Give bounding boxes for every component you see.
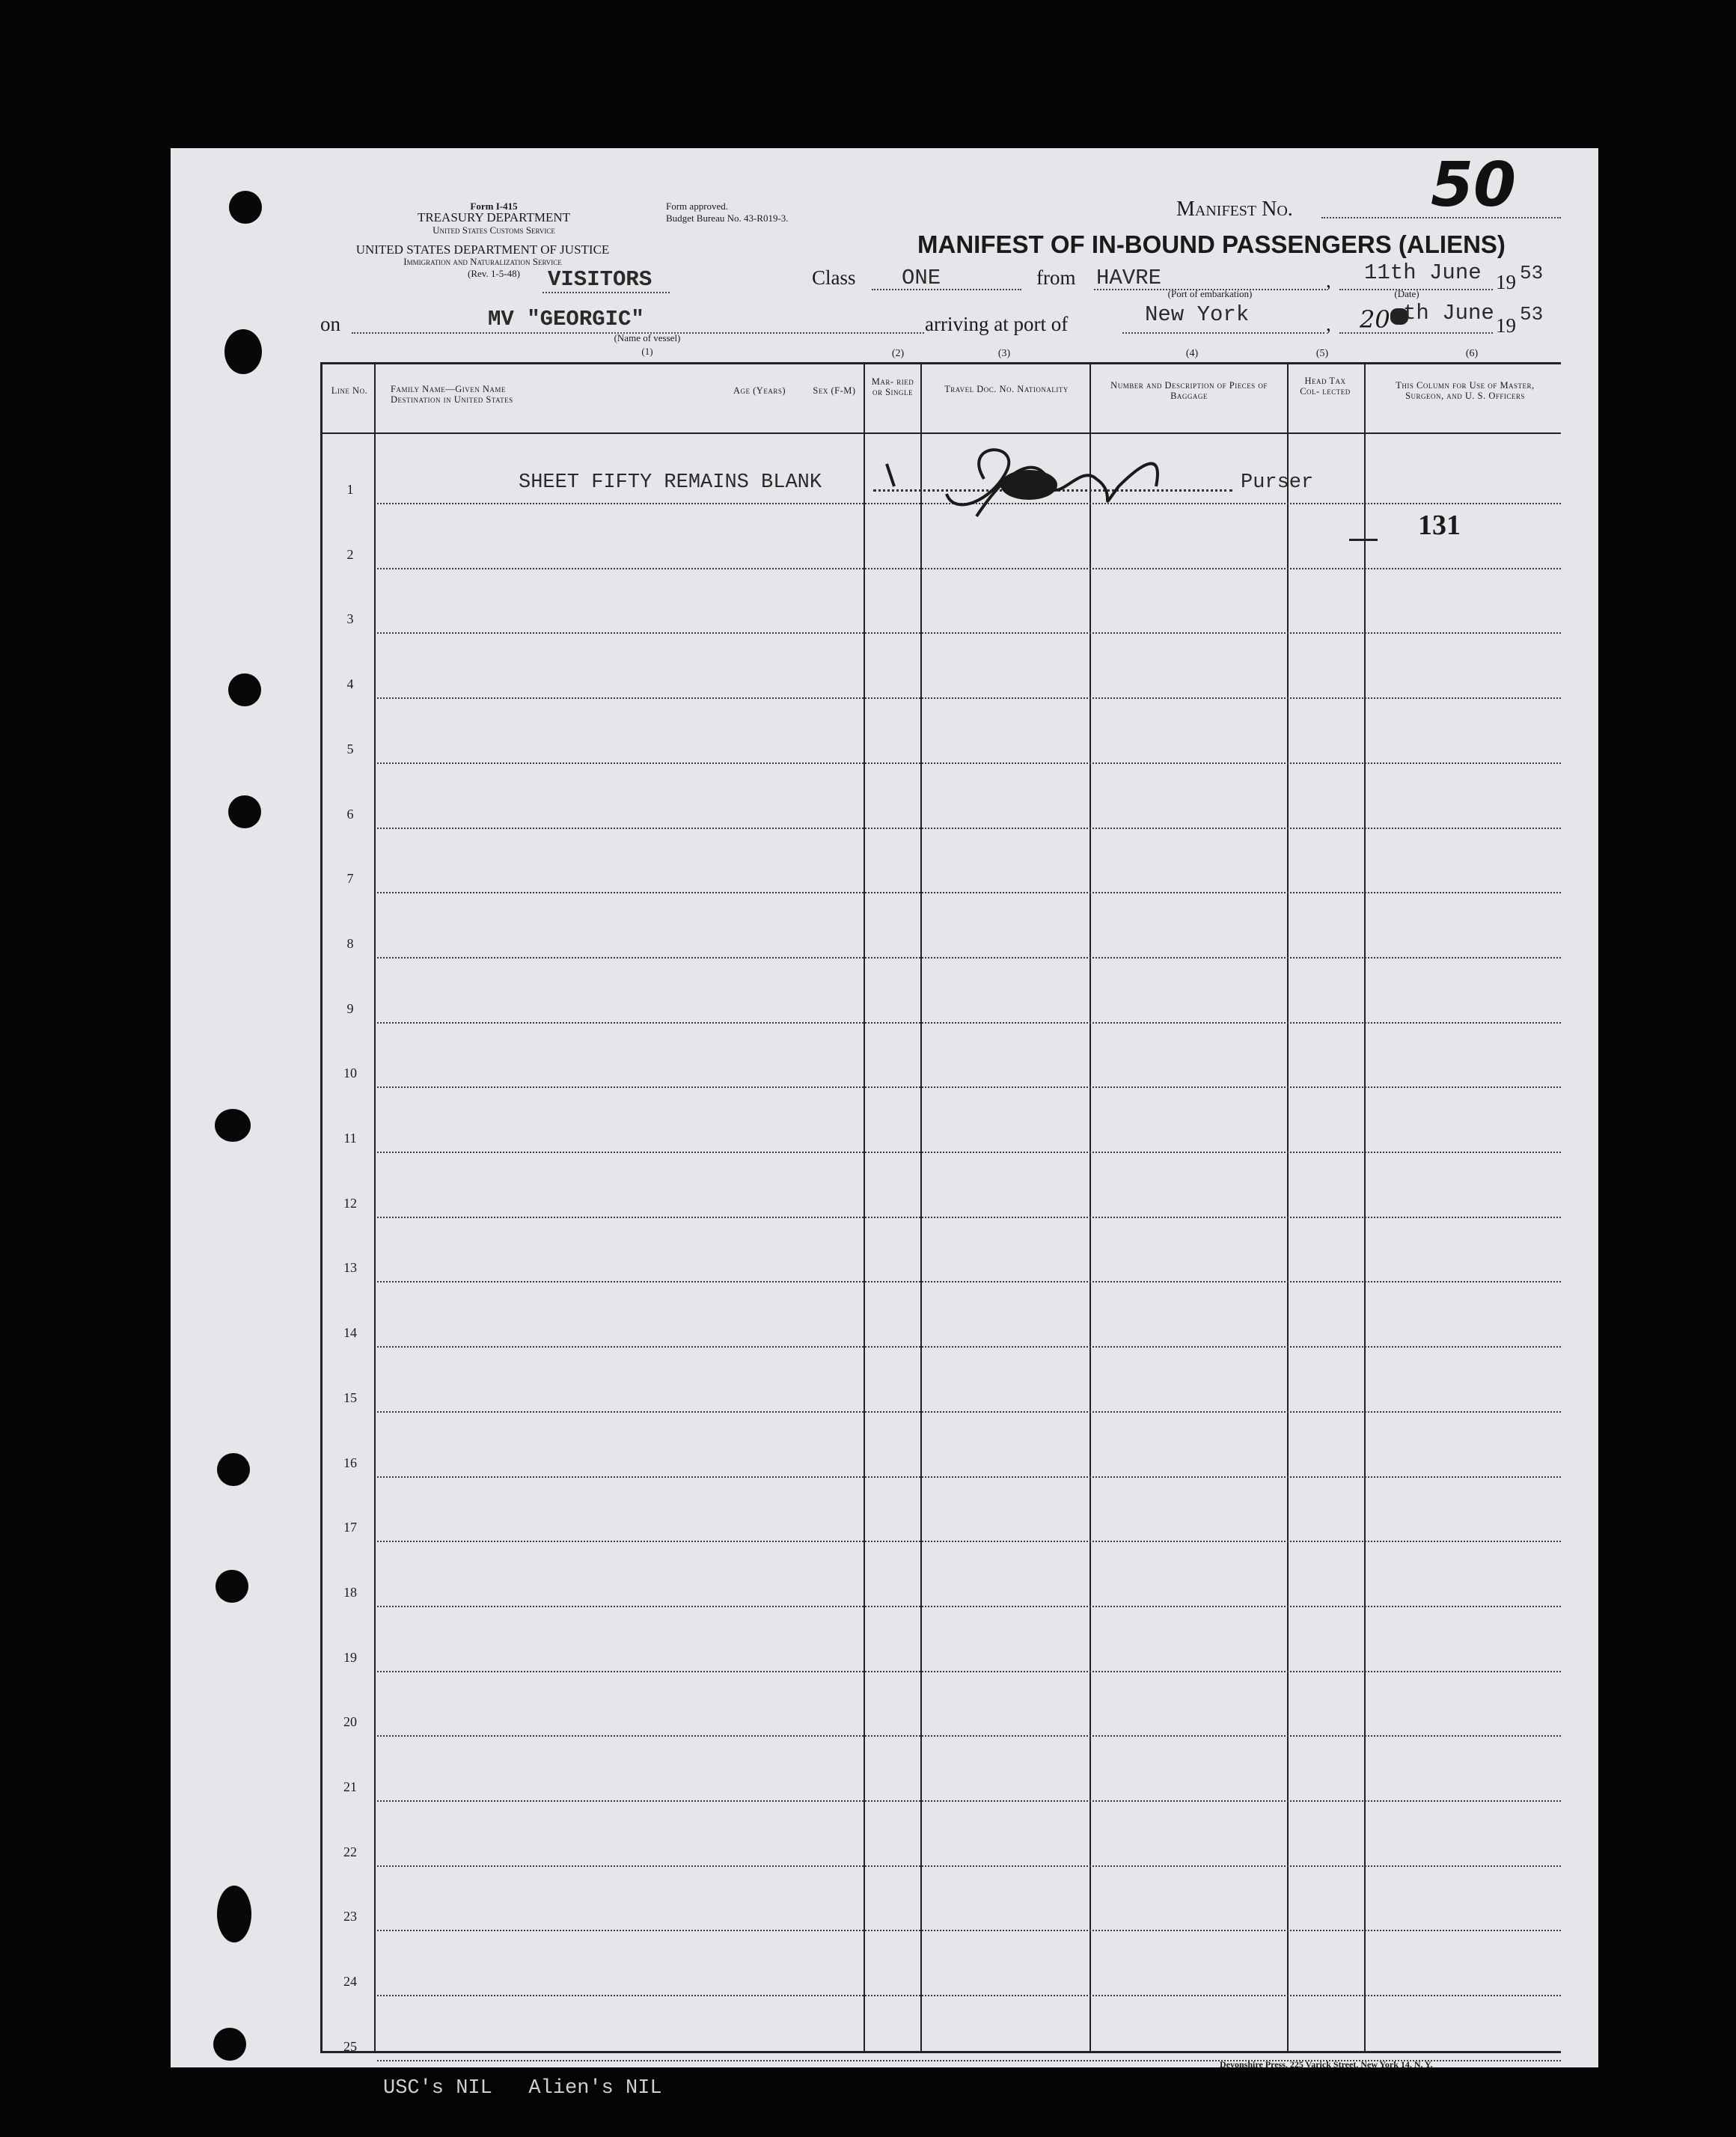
purser-label: Purser (1241, 471, 1314, 494)
punch-hole (228, 673, 261, 706)
row-dotted-line (377, 1152, 1561, 1153)
vessel-name: MV "GEORGIC" (488, 307, 644, 331)
header-baggage: Number and Description of Pieces of Baggage (1110, 380, 1268, 401)
row-dotted-line (377, 1086, 1561, 1088)
form-approved: Form approved. (666, 201, 729, 212)
row-dotted-line (377, 697, 1561, 699)
year1-prefix: 19 (1496, 271, 1516, 293)
row-number: 22 (343, 1844, 357, 1859)
from-value: HAVRE (1096, 266, 1162, 290)
row-dotted-line (377, 1346, 1561, 1348)
header-married: Mar- ried or Single (871, 376, 914, 397)
year2-prefix: 19 (1496, 314, 1516, 337)
on-label: on (320, 313, 340, 335)
row-dotted-line (377, 1217, 1561, 1218)
arrival-date: th June (1403, 301, 1494, 325)
arrival-date-line (1339, 332, 1493, 334)
col-num-4: (4) (1185, 348, 1199, 359)
row-number: 1 (346, 482, 354, 497)
row-number: 8 (346, 935, 354, 951)
budget-bureau: Budget Bureau No. 43-R019-3. (666, 213, 789, 224)
row-dotted-line (377, 1022, 1561, 1024)
vessel-caption: (Name of vessel) (614, 332, 681, 343)
customs-service: United States Customs Service (433, 224, 555, 236)
row-number: 15 (343, 1389, 357, 1405)
row-number: 23 (343, 1909, 357, 1924)
row-dotted-line (377, 1800, 1561, 1802)
row-dotted-line (377, 1865, 1561, 1867)
col-num-6: (6) (1465, 348, 1479, 359)
row-number: 13 (343, 1260, 357, 1276)
row-dotted-line (377, 1995, 1561, 1996)
married-divider (920, 362, 922, 2053)
punch-hole (228, 795, 261, 828)
treasury-department: TREASURY DEPARTMENT (417, 210, 571, 224)
header-destination: Destination in United States (391, 394, 513, 405)
row-number: 21 (343, 1779, 357, 1794)
row-dotted-line (377, 1541, 1561, 1542)
baggage-divider (1287, 362, 1289, 2053)
header-age: Age (Years) (733, 385, 786, 396)
col-num-1-top: (1) (641, 346, 653, 357)
year1-suffix: 53 (1520, 262, 1544, 284)
row-number: 3 (346, 611, 354, 627)
punch-hole (215, 1109, 251, 1142)
visitors-label: VISITORS (548, 267, 652, 292)
punch-hole (216, 1570, 248, 1603)
line1-blank-notice: SHEET FIFTY REMAINS BLANK (519, 471, 822, 494)
year2-suffix: 53 (1520, 303, 1544, 325)
row-number: 11 (343, 1131, 357, 1146)
row-dotted-line (377, 1735, 1561, 1737)
class-line (872, 289, 1021, 290)
punch-hole (217, 1453, 250, 1486)
row-number: 7 (346, 871, 354, 887)
row-dotted-line (377, 892, 1561, 893)
from-label: from (1036, 266, 1076, 289)
row-dotted-line (377, 762, 1561, 764)
form-number: Form I-415 (470, 201, 518, 212)
punch-hole (229, 191, 262, 224)
row-dotted-line (377, 1411, 1561, 1413)
row-number: 12 (343, 1195, 357, 1211)
row-number: 18 (343, 1584, 357, 1600)
row-dotted-line (377, 828, 1561, 829)
class-value: ONE (902, 266, 941, 290)
comma: , (1326, 269, 1331, 292)
headtax-divider (1364, 362, 1366, 2053)
visitors-line (542, 292, 670, 293)
row-number: 9 (346, 1000, 354, 1016)
row-dotted-line (377, 1671, 1561, 1672)
manifest-title: MANIFEST OF IN-BOUND PASSENGERS (ALIENS) (917, 230, 1506, 258)
departure-date: 11th June (1364, 260, 1482, 285)
table-bottom-border (320, 2051, 1561, 2053)
punch-hole (217, 1886, 251, 1942)
row-dotted-line (377, 1606, 1561, 1607)
header-head-tax: Head Tax Col- lected (1300, 376, 1351, 397)
row-number: 10 (343, 1066, 357, 1081)
col-num-5: (5) (1315, 348, 1329, 359)
row-number: 25 (343, 2038, 357, 2054)
row-dotted-line (377, 957, 1561, 959)
travel-divider (1089, 362, 1091, 2053)
revision-date: (Rev. 1-5-48) (468, 268, 520, 279)
officer-dash (1349, 539, 1378, 541)
row-number: 24 (343, 1974, 357, 1990)
row-number: 2 (346, 546, 354, 562)
col-num-2: (2) (891, 348, 905, 359)
class-label: Class (812, 266, 856, 289)
header-line-no: Line No. (331, 385, 368, 396)
row-dotted-line (377, 568, 1561, 569)
row-number: 4 (346, 676, 354, 692)
row-dotted-line (377, 1476, 1561, 1478)
printer-imprint: Devonshire Press, 225 Varick Street, New York 14, N. Y. (1220, 2059, 1433, 2070)
justice-department: UNITED STATES DEPARTMENT OF JUSTICE (355, 242, 610, 257)
row-number: 17 (343, 1520, 357, 1535)
punch-hole (213, 2028, 246, 2061)
punch-hole (224, 329, 262, 374)
row-dotted-line (377, 632, 1561, 634)
purser-signature (872, 434, 1246, 531)
name-divider (864, 362, 865, 2053)
arriving-label: arriving at port of (925, 313, 1069, 335)
row-dotted-line (377, 1930, 1561, 1931)
header-sex: Sex (F-M) (813, 385, 856, 396)
date-caption: (Date) (1394, 288, 1419, 299)
row-number: 14 (343, 1325, 357, 1341)
col-num-3: (3) (997, 348, 1011, 359)
row-number: 6 (346, 806, 354, 822)
port-line (1122, 332, 1324, 334)
row-number: 20 (343, 1714, 357, 1730)
immigration-service: Immigration and Naturalization Service (403, 256, 562, 267)
table-top-border (320, 362, 1561, 364)
manifest-no-label: Manifest No. (1176, 198, 1293, 221)
nil-note: USC's NIL Alien's NIL (383, 2077, 662, 2100)
embarkation-caption: (Port of embarkation) (1167, 288, 1253, 299)
manifest-number: 50 (1431, 150, 1517, 221)
row-dotted-line (377, 1281, 1561, 1282)
table-left-border (320, 362, 323, 2053)
header-officers: This Column for Use of Master, Surgeon, and U. S. Officers (1396, 380, 1535, 401)
header-travel-doc: Travel Doc. No. Nationality (944, 384, 1069, 394)
arrival-port: New York (1145, 302, 1250, 327)
row-number: 5 (346, 741, 354, 756)
officer-number: 131 (1418, 510, 1461, 541)
header-family-name: Family Name—Given Name (391, 384, 506, 394)
line-no-divider (374, 362, 376, 2053)
row-number: 19 (343, 1649, 357, 1665)
row-number: 16 (343, 1455, 357, 1470)
comma2: , (1326, 313, 1331, 335)
arrival-day-handwritten: 20 (1360, 305, 1390, 334)
